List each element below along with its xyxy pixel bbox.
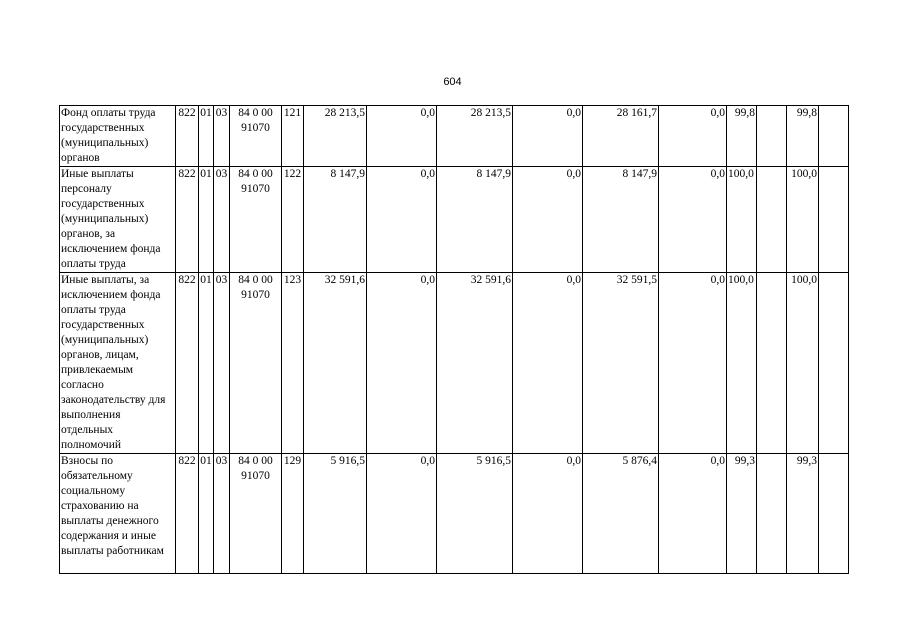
section-code: 01 xyxy=(199,167,214,273)
expense-name: Взносы по обязательному социальному страхованию на выплаты денежного содержания и иные выплаты работникам xyxy=(60,454,176,574)
percent-2: 100,0 xyxy=(787,167,819,273)
empty-cell xyxy=(819,167,849,273)
subsection-code: 03 xyxy=(214,106,230,167)
target-article-code: 84 0 00 91070 xyxy=(230,167,282,273)
page-number: 604 xyxy=(443,76,462,88)
value-4: 0,0 xyxy=(513,167,583,273)
percent-2: 99,3 xyxy=(787,454,819,574)
percent-1: 100,0 xyxy=(727,273,757,454)
value-6: 0,0 xyxy=(659,167,727,273)
subsection-code: 03 xyxy=(214,167,230,273)
value-4: 0,0 xyxy=(513,454,583,574)
value-3: 32 591,6 xyxy=(437,273,513,454)
ministry-code: 822 xyxy=(176,273,199,454)
empty-cell xyxy=(757,273,787,454)
table-row xyxy=(60,454,849,574)
expense-kind-code: 122 xyxy=(282,167,304,273)
value-6: 0,0 xyxy=(659,273,727,454)
value-2: 0,0 xyxy=(367,167,437,273)
percent-1: 100,0 xyxy=(727,167,757,273)
value-2: 0,0 xyxy=(367,273,437,454)
percent-1: 99,8 xyxy=(727,106,757,167)
ministry-code: 822 xyxy=(176,167,199,273)
table-row xyxy=(60,273,849,454)
subsection-code: 03 xyxy=(214,273,230,454)
percent-2: 100,0 xyxy=(787,273,819,454)
empty-cell xyxy=(819,454,849,574)
section-code: 01 xyxy=(199,273,214,454)
value-3: 5 916,5 xyxy=(437,454,513,574)
value-3: 8 147,9 xyxy=(437,167,513,273)
table-row xyxy=(60,167,849,273)
value-1: 8 147,9 xyxy=(304,167,367,273)
expense-kind-code: 129 xyxy=(282,454,304,574)
section-code: 01 xyxy=(199,454,214,574)
table-row xyxy=(60,106,849,167)
empty-cell xyxy=(819,273,849,454)
value-5: 8 147,9 xyxy=(583,167,659,273)
target-article-code: 84 0 00 91070 xyxy=(230,454,282,574)
value-1: 28 213,5 xyxy=(304,106,367,167)
value-4: 0,0 xyxy=(513,273,583,454)
empty-cell xyxy=(757,454,787,574)
value-5: 28 161,7 xyxy=(583,106,659,167)
percent-2: 99,8 xyxy=(787,106,819,167)
target-article-code: 84 0 00 91070 xyxy=(230,273,282,454)
empty-cell xyxy=(819,106,849,167)
value-6: 0,0 xyxy=(659,106,727,167)
empty-cell xyxy=(757,106,787,167)
value-2: 0,0 xyxy=(367,106,437,167)
subsection-code: 03 xyxy=(214,454,230,574)
value-5: 32 591,5 xyxy=(583,273,659,454)
value-1: 32 591,6 xyxy=(304,273,367,454)
target-article-code: 84 0 00 91070 xyxy=(230,106,282,167)
empty-cell xyxy=(757,167,787,273)
value-5: 5 876,4 xyxy=(583,454,659,574)
section-code: 01 xyxy=(199,106,214,167)
expense-name: Фонд оплаты труда государственных (муниципальных) органов xyxy=(60,106,176,167)
value-2: 0,0 xyxy=(367,454,437,574)
ministry-code: 822 xyxy=(176,454,199,574)
value-6: 0,0 xyxy=(659,454,727,574)
percent-1: 99,3 xyxy=(727,454,757,574)
budget-table xyxy=(59,105,849,574)
value-3: 28 213,5 xyxy=(437,106,513,167)
expense-name: Иные выплаты, за исключением фонда оплаты труда государственных (муниципальных) органов, лицам, привлекаемым согласно законодательству для выполнения отдельных полномочий xyxy=(60,273,176,454)
expense-kind-code: 121 xyxy=(282,106,304,167)
value-4: 0,0 xyxy=(513,106,583,167)
expense-name: Иные выплаты персоналу государственных (муниципальных) органов, за исключением фонда оплаты труда xyxy=(60,167,176,273)
ministry-code: 822 xyxy=(176,106,199,167)
value-1: 5 916,5 xyxy=(304,454,367,574)
expense-kind-code: 123 xyxy=(282,273,304,454)
